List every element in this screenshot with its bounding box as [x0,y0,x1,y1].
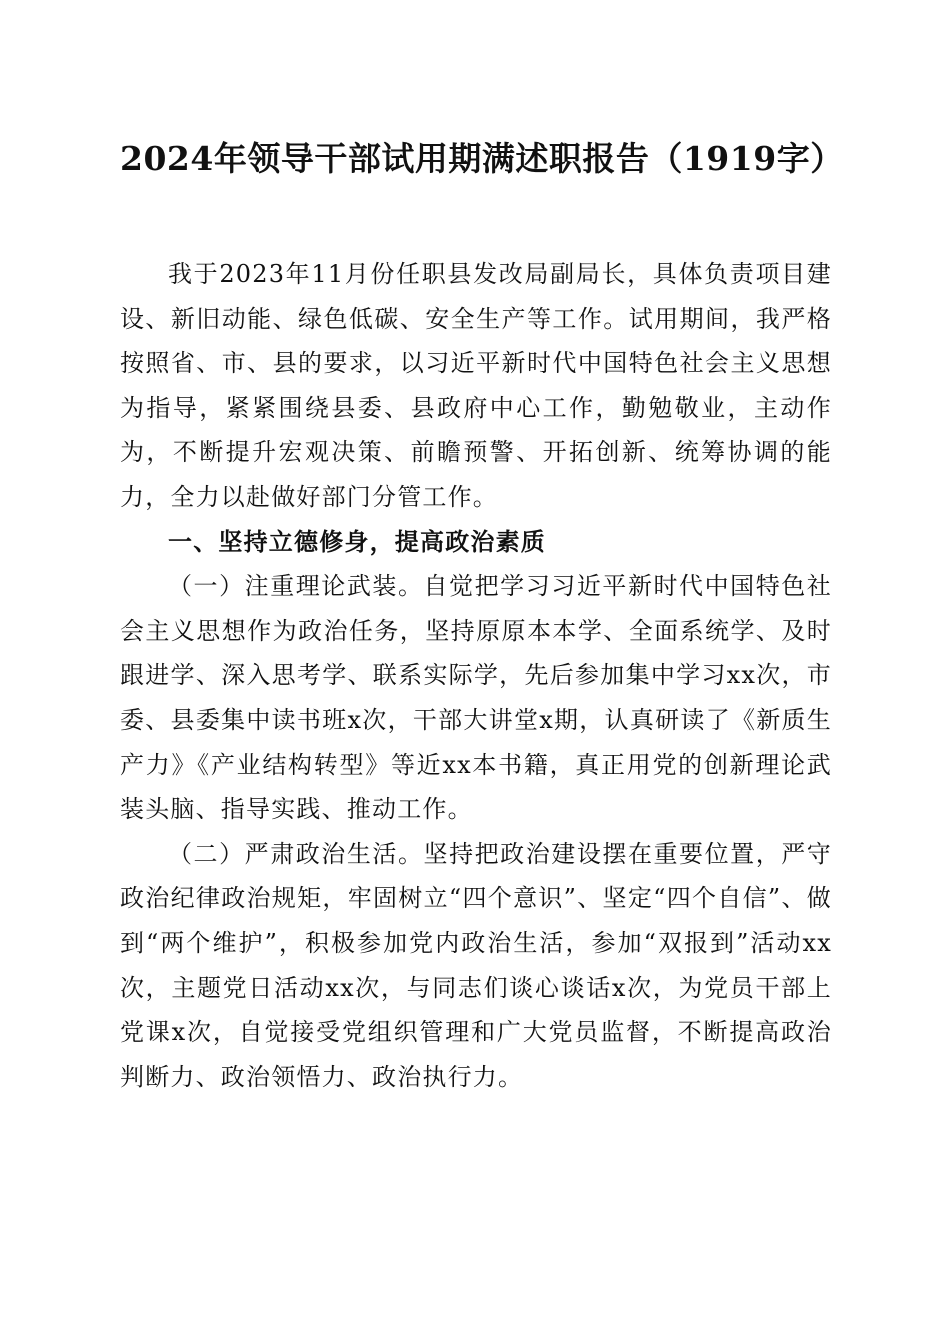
section-item-2 [120,832,832,1100]
intro-paragraph: 我于2023年11月份任职县发改局副局长，具体负责项目建设、新旧动能、绿色低碳、安全生产等工作。试用期间，我严格按照省、市、县的要求，以习近平新时代中国特色社会主义思想为指导，紧紧围绕县委、县政府中心工作，勤勉敬业，主动作为，不断提升宏观决策、前瞻预警、开拓创新、统筹协调的能力，全力以赴做好部门分管工作。 [120,260,832,511]
document-body [120,252,832,1099]
section-item-1 [120,564,832,832]
section-heading: 一、坚持立德修身，提高政治素质 [168,527,546,556]
item-1-text: 自觉把学习习近平新时代中国特色社会主义思想作为政治任务，坚持原原本本学、全面系统学、及时跟进学、深入思考学、联系实际学，先后参加集中学习xx次，市委、县委集中读书班x次，干部大讲堂x期，认真研读了《新质生产力》《产业结构转型》等近xx本书籍，真正用党的创新理论武装头脑、指导实践、推动工作。 [120,572,833,824]
item-2-text: 坚持把政治建设摆在重要位置，严守政治纪律政治规矩，牢固树立“四个意识”、坚定“四个自信”、做到“两个维护”，积极参加党内政治生活，参加“双报到”活动xx次，主题党日活动xx次，与同志们谈心谈话x次，为党员干部上党课x次，自觉接受党组织管理和广大党员监督，不断提高政治判断力、政治领悟力、政治执行力。 [120,839,833,1091]
document-title: 2024年领导干部试用期满述职报告（1919字） [120,139,844,178]
item-2-lead: （二）严肃政治生活。 [168,839,424,868]
item-1-lead: （一）注重理论武装。 [168,572,424,601]
